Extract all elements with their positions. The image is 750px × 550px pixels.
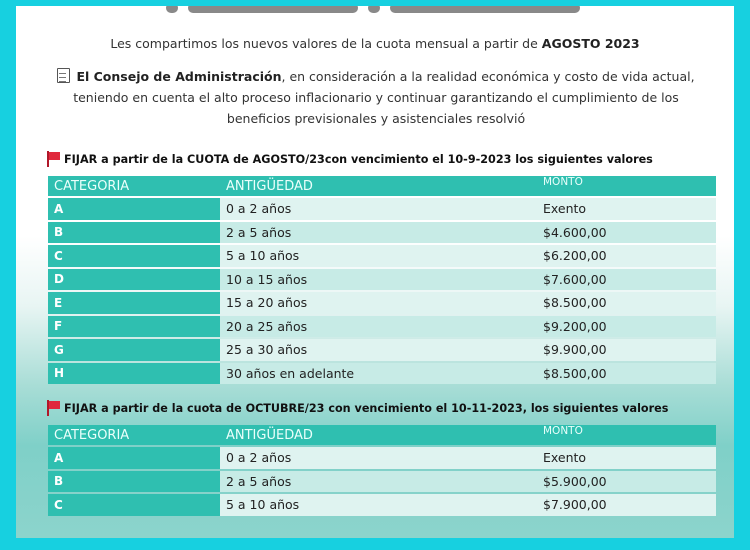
- table-row: [48, 494, 716, 516]
- category-cell: C: [48, 245, 220, 267]
- intro-text: Les compartimos los nuevos valores de la cuota mensual a partir de: [110, 36, 538, 51]
- red-flag-icon: [46, 400, 60, 416]
- monto-cell: $8.500,00: [537, 363, 716, 385]
- table-row: [48, 447, 716, 469]
- document-icon: [57, 68, 70, 83]
- antiguedad-cell: 0 a 2 años: [220, 198, 537, 220]
- category-cell: H: [48, 363, 220, 385]
- antiguedad-cell: 5 a 10 años: [220, 245, 537, 267]
- section1-title: [46, 151, 653, 167]
- antiguedad-cell: 20 a 25 años: [220, 316, 537, 338]
- consejo-text: , en consideración a la realidad económica y costo de vida actual, teniendo en cuenta el alto proceso inflacionario y continuar garantizando el cumplimiento de los beneficios previsionales y asistenciales resolvió: [73, 69, 695, 126]
- monto-cell: $6.200,00: [537, 245, 716, 267]
- table-row: [48, 269, 716, 291]
- section2-title-text: FIJAR a partir de la cuota de OCTUBRE/23 con vencimiento el 10-11-2023, los siguientes valores: [64, 401, 669, 415]
- header-monto: MONTO: [537, 176, 716, 196]
- header-antiguedad: ANTIGÜEDAD: [220, 425, 537, 445]
- antiguedad-cell: 10 a 15 años: [220, 269, 537, 291]
- table-header-row: [48, 425, 716, 445]
- monto-cell: $9.200,00: [537, 316, 716, 338]
- antiguedad-cell: 30 años en adelante: [220, 363, 537, 385]
- consejo-name: El Consejo de Administración: [76, 69, 282, 84]
- table-row: [48, 198, 716, 220]
- cropped-header-text: [166, 6, 596, 16]
- table-row: [48, 339, 716, 361]
- category-cell: A: [48, 447, 220, 469]
- header-categoria: CATEGORIA: [48, 425, 220, 445]
- category-cell: B: [48, 222, 220, 244]
- table-row: [48, 222, 716, 244]
- table-header-row: [48, 176, 716, 196]
- category-cell: F: [48, 316, 220, 338]
- red-flag-icon: [46, 151, 60, 167]
- monto-cell: Exento: [537, 447, 716, 469]
- antiguedad-cell: 2 a 5 años: [220, 471, 537, 493]
- header-categoria: CATEGORIA: [48, 176, 220, 196]
- table-row: [48, 316, 716, 338]
- antiguedad-cell: 2 a 5 años: [220, 222, 537, 244]
- section1-title-text: FIJAR a partir de la CUOTA de AGOSTO/23con vencimiento el 10-9-2023 los siguientes valores: [64, 152, 653, 166]
- announcement-card: [16, 6, 734, 538]
- category-cell: C: [48, 494, 220, 516]
- monto-cell: $8.500,00: [537, 292, 716, 314]
- monto-cell: Exento: [537, 198, 716, 220]
- table-row: [48, 245, 716, 267]
- antiguedad-cell: 5 a 10 años: [220, 494, 537, 516]
- section2-title: [46, 400, 668, 416]
- table-row: [48, 363, 716, 385]
- consejo-paragraph: [56, 66, 696, 129]
- table-row: [48, 471, 716, 493]
- intro-highlight: AGOSTO 2023: [541, 36, 640, 51]
- monto-cell: $9.900,00: [537, 339, 716, 361]
- table-row: [48, 292, 716, 314]
- section1-table: [48, 174, 716, 386]
- monto-cell: $7.900,00: [537, 494, 716, 516]
- header-monto: MONTO: [537, 425, 716, 445]
- header-antiguedad: ANTIGÜEDAD: [220, 176, 537, 196]
- section2-table: [48, 423, 716, 518]
- monto-cell: $7.600,00: [537, 269, 716, 291]
- antiguedad-cell: 25 a 30 años: [220, 339, 537, 361]
- monto-cell: $5.900,00: [537, 471, 716, 493]
- category-cell: E: [48, 292, 220, 314]
- antiguedad-cell: 0 a 2 años: [220, 447, 537, 469]
- category-cell: B: [48, 471, 220, 493]
- category-cell: G: [48, 339, 220, 361]
- monto-cell: $4.600,00: [537, 222, 716, 244]
- antiguedad-cell: 15 a 20 años: [220, 292, 537, 314]
- intro-line: [16, 36, 734, 51]
- category-cell: A: [48, 198, 220, 220]
- category-cell: D: [48, 269, 220, 291]
